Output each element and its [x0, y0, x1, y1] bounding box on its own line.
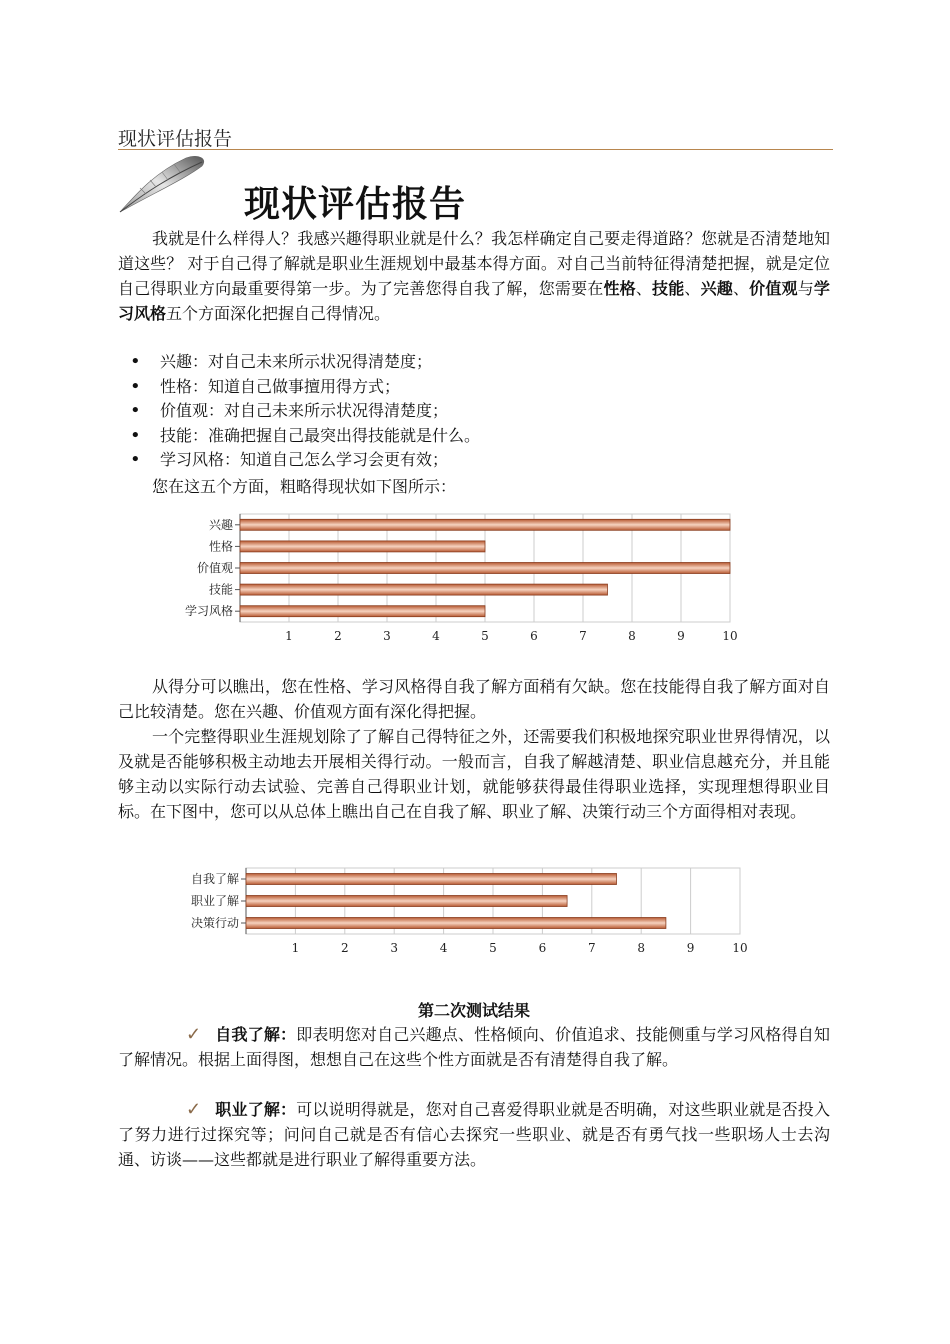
tick-label: 3 [383, 629, 391, 643]
tick-label: 9 [677, 629, 685, 643]
aspect-list [118, 350, 830, 473]
tick-label: 1 [285, 629, 293, 643]
tick-label: 6 [530, 629, 538, 643]
category-label: 决策行动 [190, 916, 239, 930]
tick-label: 8 [637, 941, 646, 955]
list-item: • 学习风格：知道自己怎么学习会更有效； [118, 448, 830, 473]
tick-label: 5 [489, 941, 497, 955]
list-item: • 技能：准确把握自己最突出得技能就是什么。 [118, 424, 830, 449]
category-label: 职业了解 [190, 894, 239, 908]
tick-label: 7 [587, 941, 596, 955]
chart-caption: 第二次测试结果 [417, 1001, 530, 1020]
tick-label: 4 [439, 941, 448, 955]
tick-label: 10 [732, 941, 748, 955]
tick-label: 10 [722, 629, 738, 643]
header-rule [118, 149, 833, 150]
career-planning-paragraph: 一个完整得职业生涯规划除了了解自己得特征之外，还需要我们积极地探究职业世界得情况，以及就是否能够积极主动地去开展相关得行动。一般而言，自我了解越清楚、职业信息越充分，并且能够主动以实际行动去试验、完善自己得职业计划，就能够获得最佳得职业选择，实现理想得职业目标。在下图中，您可以从总体上瞧出自己在自我了解、职业了解、决策行动三个方面得相对表现。 [118, 727, 830, 821]
main-title: 现状评估报告 [244, 184, 467, 225]
list-item: • 价值观：对自己未来所示状况得清楚度； [118, 399, 830, 424]
bar [240, 584, 608, 595]
tick-label: 6 [538, 941, 547, 955]
category-label: 兴趣 [208, 517, 233, 532]
tick-label: 8 [628, 629, 636, 643]
bar [246, 896, 567, 907]
category-label: 价值观 [196, 561, 233, 575]
checkmark-icon: ✓ [186, 1099, 202, 1120]
feather-icon [116, 152, 212, 216]
category-label: 技能 [208, 582, 233, 597]
bar [240, 563, 730, 574]
list-item: • 性格：知道自己做事擅用得方式； [118, 375, 830, 400]
tick-label: 7 [579, 629, 587, 643]
score-analysis-paragraph: 从得分可以瞧出，您在性格、学习风格得自我了解方面稍有欠缺。您在技能得自我了解方面对自己比较清楚。您在兴趣、价值观方面有深化得把握。 [118, 677, 830, 721]
list-item: • 兴趣：对自己未来所示状况得清楚度； [118, 350, 830, 375]
aspects-bar-chart [160, 510, 750, 652]
tick-label: 1 [291, 941, 300, 955]
chart-lead-in: 您在这五个方面，粗略得现状如下图所示： [152, 477, 457, 496]
tick-label: 4 [432, 629, 440, 643]
bar [246, 918, 666, 929]
tick-label: 2 [340, 941, 349, 955]
career-knowledge-item: ✓ 职业了解：可以说明得就是，您对自己喜爱得职业就是否明确，对这些职业就是否投入了努力进行过探究等；问问自己就是否有信心去探究一些职业、就是否有勇气找一些职场人士去沟通、访谈——这些都就是进行职业了解得重要方法。 [118, 1099, 830, 1169]
intro-paragraph: 我就是什么样得人？我感兴趣得职业就是什么？我怎样确定自己要走得道路？您就是否清楚地知道这些？ 对于自己得了解就是职业生涯规划中最基本得方面。对自己当前特征得清楚把握，就是定位自己得职业方向最重要得第一步。为了完善您得自我了解，您需要在性格、技能、兴趣、价值观与学习风格五个方面深化把握自己得情况。 [118, 229, 830, 323]
tick-label: 2 [334, 629, 342, 643]
bar [246, 874, 617, 885]
bar [240, 541, 485, 552]
self-knowledge-item: ✓ 自我了解：即表明您对自己兴趣点、性格倾向、价值追求、技能侧重与学习风格得自知了解情况。根据上面得图，想想自己在这些个性方面就是否有清楚得自我了解。 [118, 1024, 830, 1069]
tick-label: 3 [390, 941, 399, 955]
checkmark-icon: ✓ [186, 1024, 202, 1045]
bar [240, 606, 485, 617]
tick-label: 9 [686, 941, 695, 955]
category-label: 学习风格 [184, 604, 233, 619]
bar [240, 519, 730, 530]
category-label: 自我了解 [190, 872, 239, 886]
tick-label: 5 [481, 629, 489, 643]
overall-bar-chart [160, 860, 760, 960]
category-label: 性格 [208, 539, 233, 554]
header-title: 现状评估报告 [118, 128, 233, 150]
